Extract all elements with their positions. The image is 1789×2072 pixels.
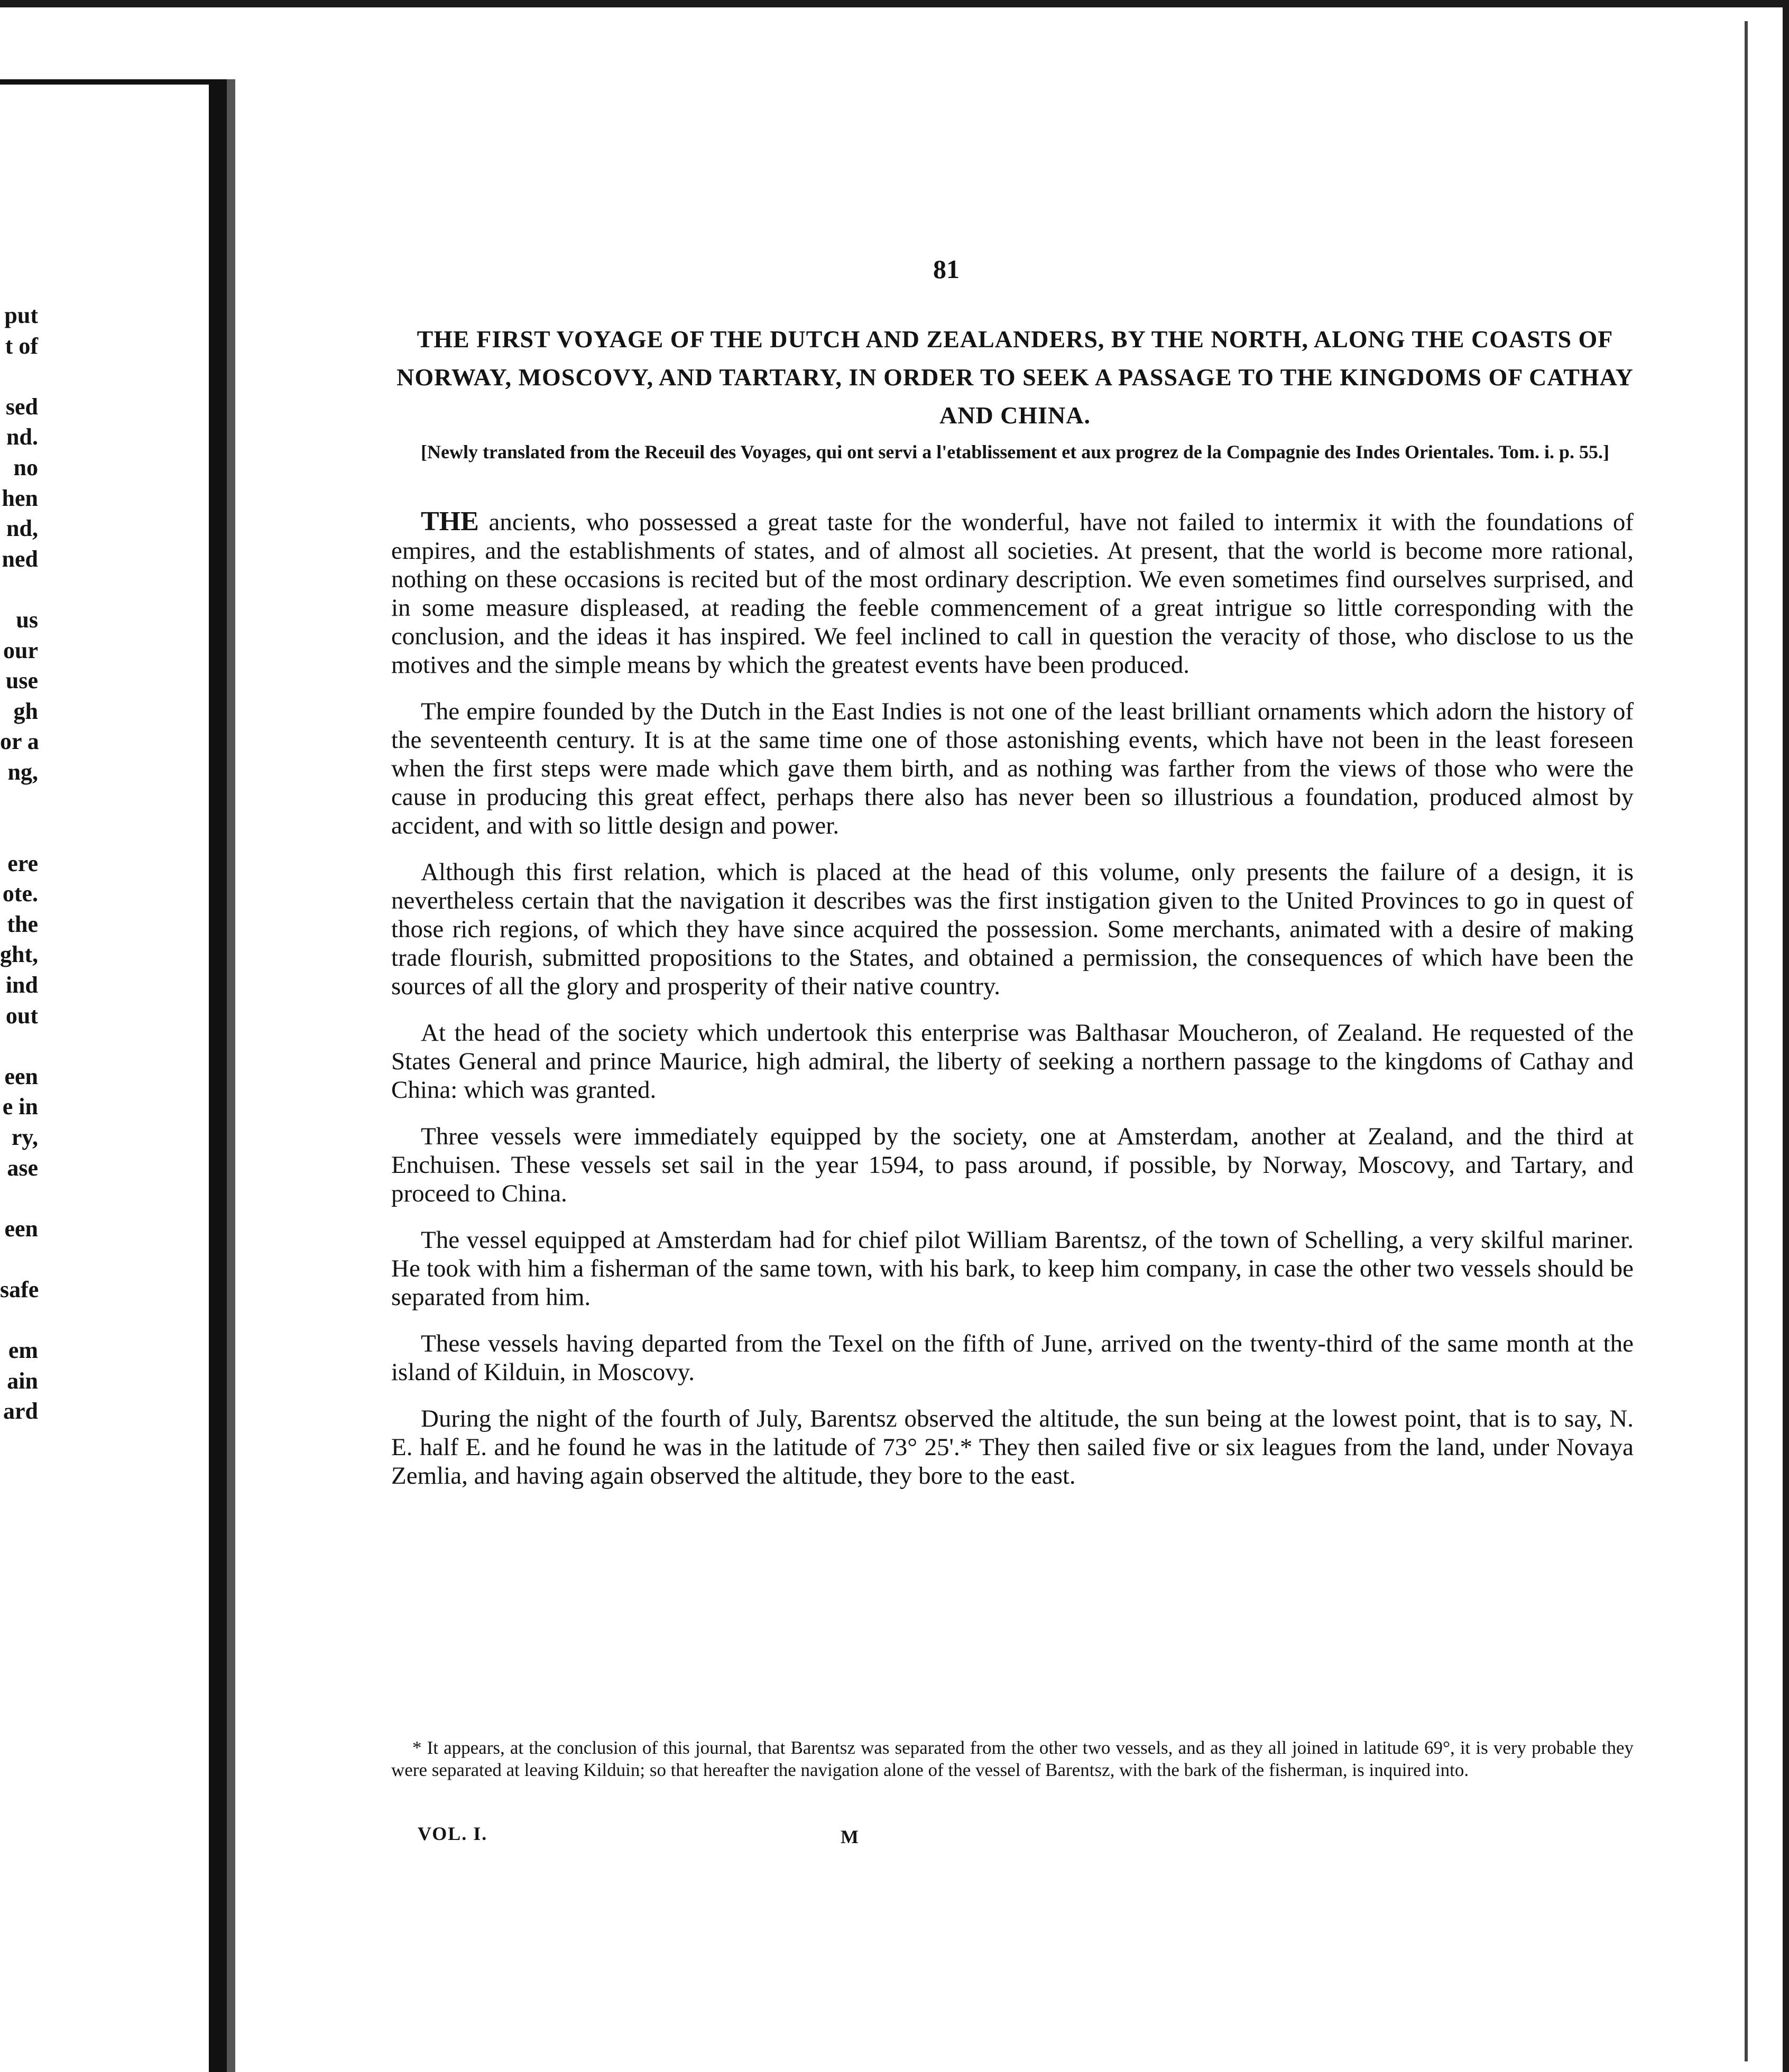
paragraph: At the head of the society which undertook this enterprise was Balthasar Moucheron, of Zealand. He requested of the States General and prince Maurice, high admiral, the liberty of seeking a northern passage to the kingdoms of Cathay and China: which was granted. [391,1019,1634,1104]
fragment: ned [2,545,38,572]
fragment [0,1183,38,1214]
fragment: ere [7,850,38,876]
fragment: or a [0,728,39,755]
fragment: een [4,1063,38,1089]
paragraph [391,507,1634,679]
paragraph: Three vessels were immediately equipped by the society, one at Amsterdam, another at Zealand, and the third at Enchuisen. These vessels set sail in the year 1594, to pass around, if possible, by Norway, Moscovy, and Tartary, and proceed to China. [391,1123,1634,1207]
scan-frame-top [0,0,1789,7]
page-number: 81 [933,254,960,284]
fragment: hen [2,485,38,511]
paragraph-text: ancients, who possessed a great taste for the wonderful, have not failed to intermix it with the foundations of empires, and the establishments of states, and of almost all societies. At present, that the world is become more rational, nothing on these occasions is recited but of the most ordinary description. We even sometimes find ourselves surprised, and in some measure displeased, at reading the feeble commencement of a great intrigue so little corresponding with the conclusion, and the ideas it has inspired. We feel inclined to call in question the veracity of those, who disclose to us the motives and the simple means by which the greatest events have been produced. [391,508,1634,679]
source-note: [Newly translated from the Receuil des Voyages, qui ont servi a l'etablissement et aux progrez de la Compagnie des Indes Orientales. Tom. i. p. 55.] [421,441,1609,462]
fragment: us [16,606,38,633]
left-page-text-fragments [0,300,38,1463]
left-page-top-rule [0,79,209,85]
fragment: ard [3,1398,38,1424]
book-gutter [209,79,227,2072]
fragment: nd, [6,515,38,542]
fragment: ain [7,1367,38,1394]
fragment: e in [2,1094,38,1120]
paragraph: These vessels having departed from the Texel on the fifth of June, arrived on the twenty-third of the same month at the island of Kilduin, in Moscovy. [391,1330,1634,1386]
lead-word: THE [421,506,479,536]
fragment [0,1244,38,1274]
fragment: ght, [0,941,39,968]
fragment [0,1031,38,1061]
fragment: out [5,1002,38,1029]
right-page [248,90,1723,2046]
fragment: nd. [6,424,38,450]
fragment: t of [5,332,38,359]
scan-frame-right-inner [1745,21,1748,2061]
book-gutter-shadow [227,79,235,2072]
chapter-title: THE FIRST VOYAGE OF THE DUTCH AND ZEALANDERS, BY THE NORTH, ALONG THE COASTS OF NORWAY, MOSCOVY, AND TARTARY, IN ORDER TO SEEK A PASSAGE TO THE KINGDOMS OF CATHAY AND CHINA. [396,326,1634,429]
fragment: ase [7,1154,38,1181]
paragraph: The empire founded by the Dutch in the East Indies is not one of the least brilliant ornaments which adorn the history of the seventeenth century. It is at the same time one of those astonishing events, which have not been in the least foreseen when the first steps were made which gave them birth, and as nothing was farther from the views of those who were the cause in producing this great effect, perhaps there also has never been so illustrious a foundation, produced almost by accident, and with so little design and power. [391,698,1634,839]
fragment [0,788,38,818]
fragment: gh [13,698,38,724]
fragment: use [5,668,38,694]
paragraph: Although this first relation, which is placed at the head of this volume, only presents the failure of a design, it is nevertheless certain that the navigation it describes was the first instigation given to the United Provinces to go in quest of those rich regions, of which they have since acquired the possession. Some merchants, animated with a desire of making trade flourish, submitted propositions to the States, and obtained a permission, the consequences of which have been the sources of all the glory and prosperity of their native country. [391,858,1634,1000]
fragment: ind [5,972,38,998]
paragraph: During the night of the fourth of July, Barentsz observed the altitude, the sun being at the lowest point, that is to say, N. E. half E. and he found he was in the latitude of 73° 25'.* They then sailed five or six leagues from the land, under Novaya Zemlia, and having again observed the altitude, they bore to the east. [391,1405,1634,1490]
fragment: safe [0,1276,39,1302]
fragment: ng, [7,758,38,785]
fragment [0,818,38,848]
paragraph: The vessel equipped at Amsterdam had for chief pilot William Barentsz, of the town of Schelling, a very skilful mariner. He took with him a fisherman of the same town, with his bark, to keep him company, in case the other two vessels should be separated from him. [391,1226,1634,1311]
fragment: em [8,1337,38,1364]
body-text [391,507,1634,1508]
signature-mark: M [841,1826,859,1847]
footnote: * It appears, at the conclusion of this journal, that Barentsz was separated from the other two vessels, and as they all joined in latitude 69°, it is very probable they were separated at leaving Kilduin; so that hereafter the navigation alone of the vessel of Barentsz, with the bark of the fisherman, is inquired into. [391,1737,1634,1780]
fragment [0,574,38,605]
fragment: put [4,302,38,328]
scan-frame-right [1783,0,1789,2072]
volume-signature: VOL. I. [418,1823,488,1844]
fragment: the [7,911,38,937]
fragment: een [4,1215,38,1242]
fragment: no [13,454,38,480]
fragment: our [3,637,38,663]
fragment: ote. [2,881,38,907]
fragment [0,361,38,392]
fragment [0,1305,38,1336]
fragment: sed [5,393,38,420]
fragment: ry, [11,1124,38,1151]
